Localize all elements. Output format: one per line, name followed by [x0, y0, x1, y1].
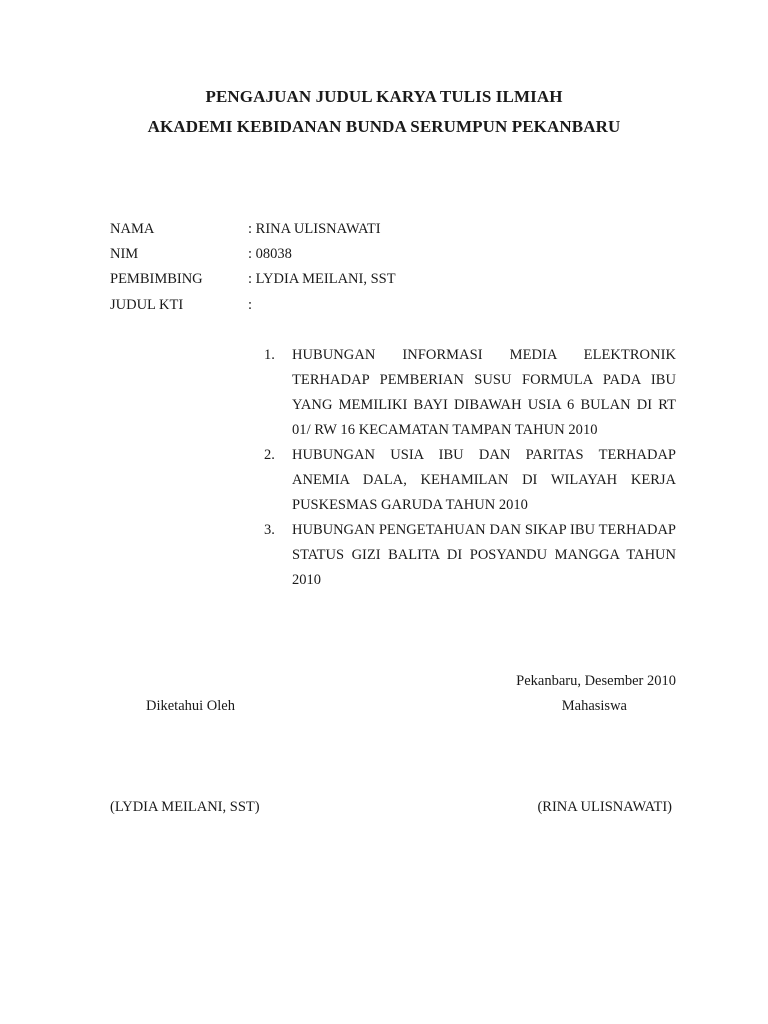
document-title-line1: PENGAJUAN JUDUL KARYA TULIS ILMIAH: [205, 87, 563, 106]
judul-value: :: [248, 297, 253, 313]
pembimbing-value: : LYDIA MEILANI, SST: [248, 271, 396, 287]
list-item: [262, 518, 676, 593]
pembimbing-label: PEMBIMBING: [110, 271, 203, 287]
list-item-number: 1.: [264, 347, 275, 363]
list-item: [262, 443, 676, 518]
nim-label: NIM: [110, 246, 139, 262]
place-date: Pekanbaru, Desember 2010: [516, 673, 676, 689]
judul-label: JUDUL KTI: [110, 297, 184, 313]
list-item: [262, 343, 676, 443]
list-item-text: HUBUNGAN PENGETAHUAN DAN SIKAP IBU TERHADAP STATUS GIZI BALITA DI POSYANDU MANGGA TAHUN 2010: [292, 522, 676, 588]
list-item-number: 3.: [264, 522, 275, 538]
list-item-text: HUBUNGAN INFORMASI MEDIA ELEKTRONIK TERHADAP PEMBERIAN SUSU FORMULA PADA IBU YANG MEMILIKI BAYI DIBAWAH USIA 6 BULAN DI RT 01/ RW 16 KECAMATAN TAMPAN TAHUN 2010: [292, 347, 676, 438]
nama-value: : RINA ULISNAWATI: [248, 221, 381, 237]
supervisor-signature-name: (LYDIA MEILANI, SST): [110, 799, 260, 815]
title-list: [262, 343, 676, 593]
list-item-text: HUBUNGAN USIA IBU DAN PARITAS TERHADAP ANEMIA DALA, KEHAMILAN DI WILAYAH KERJA PUSKESMAS GARUDA TAHUN 2010: [292, 447, 676, 513]
nama-label: NAMA: [110, 221, 155, 237]
document-title-line2: AKADEMI KEBIDANAN BUNDA SERUMPUN PEKANBARU: [147, 117, 621, 136]
student-role-label: Mahasiswa: [561, 698, 627, 714]
list-item-number: 2.: [264, 447, 275, 463]
student-signature-name: (RINA ULISNAWATI): [537, 799, 672, 815]
known-by-label: Diketahui Oleh: [146, 698, 235, 714]
nim-value: : 08038: [248, 246, 292, 262]
